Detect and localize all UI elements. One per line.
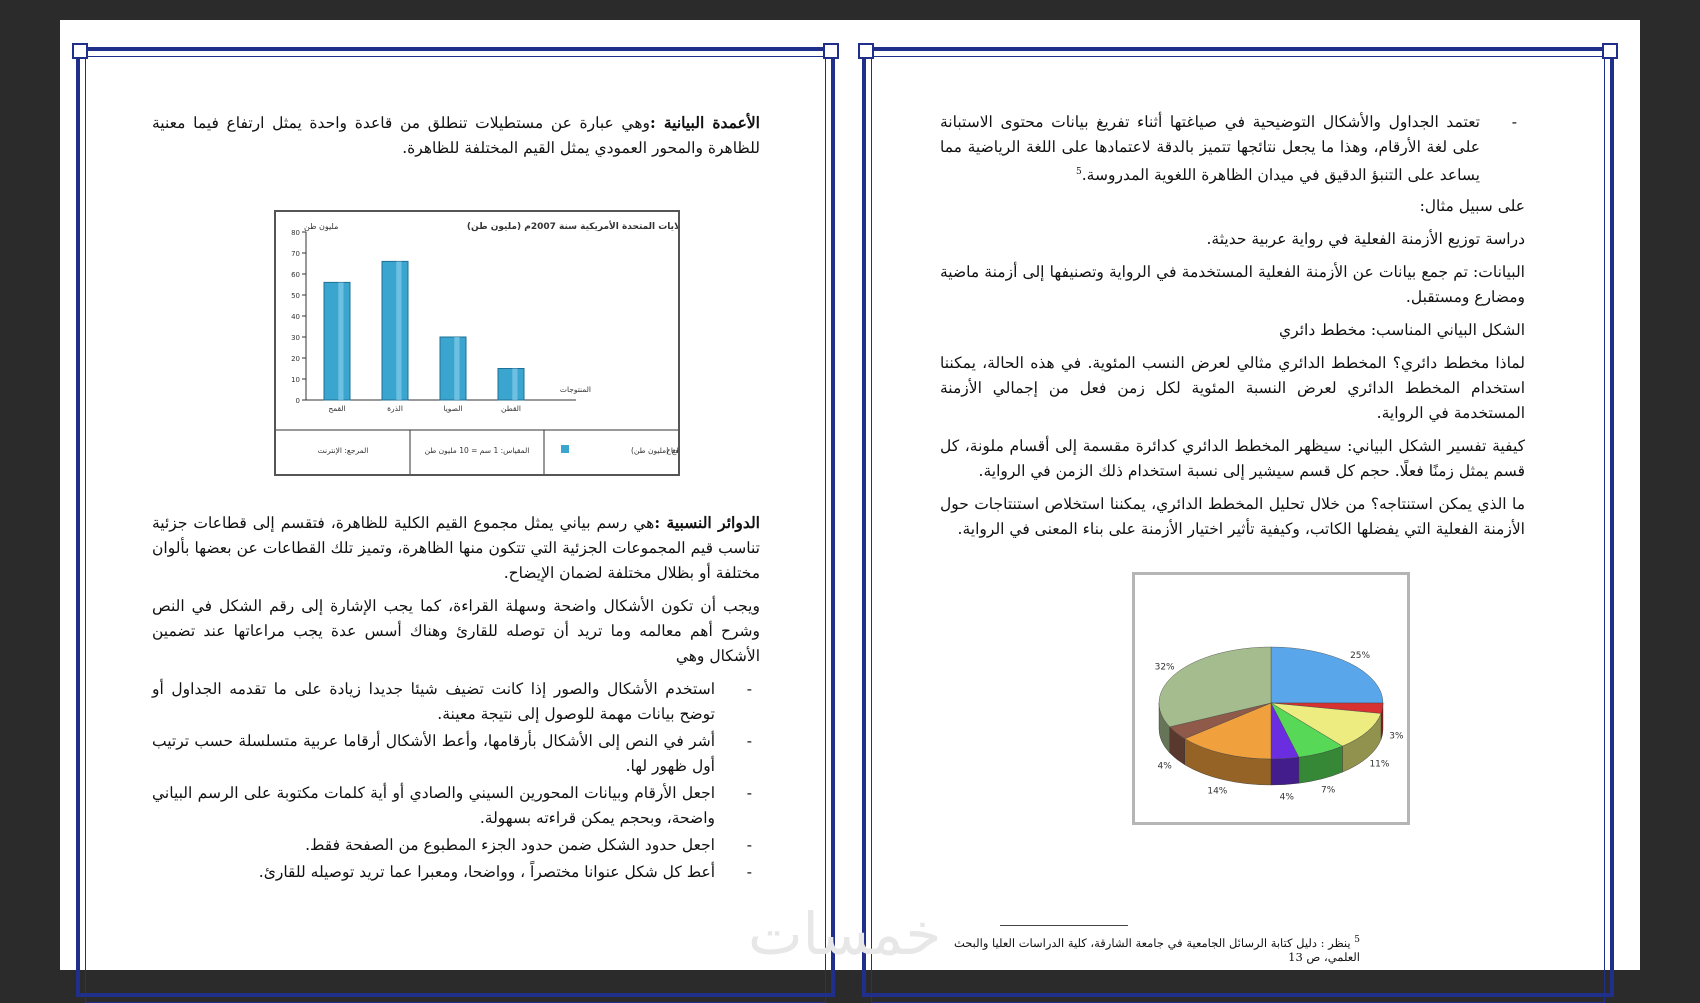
chart-type: الشكل البياني المناسب: مخطط دائري [1279,321,1525,340]
bar [382,261,408,400]
legend-key-label: فتاح [666,446,678,455]
y-axis-label: مليون طن [304,222,339,231]
pie-label: 3% [1389,731,1404,742]
list-item: - أعط كل شكل عنوانا مختصراً ، وواضحا، ومعبرا عما تريد توصيله للقارئ. [152,860,760,885]
rules-section [152,510,760,887]
bar-chart [276,212,678,474]
data-paragraph: البيانات: تم جمع بيانات عن الأزمنة الفعلية المستخدمة في الرواية وتصنيفها إلى أزمنة ماضية ومضارع ومستقبل. [940,263,1525,307]
pie-chart [1135,575,1407,822]
y-tick-label: 0 [295,397,300,405]
pie-label: 32% [1154,662,1175,673]
bar [440,337,466,400]
footnote-text: ينظر : دليل كتابة الرسائل الجامعية في جامعة الشارقة، كلية الدراسات العليا والبحث العلمي، ص 13 [953,935,1360,964]
bar [498,369,524,401]
x-tick-label: القطن [500,404,522,413]
border-corner [72,43,88,59]
x-tick-label: الصويا [443,404,463,413]
list-item: - اجعل حدود الشكل ضمن حدود الجزء المطبوع من الصفحة فقط. [152,833,760,858]
intro-bullet: تعتمد الجداول والأشكال التوضيحية في صياغتها أثناء تفريغ بيانات محتوى الاستبانة على لغة الأرقام، وهذا ما يجعل نتائجها تتميز بالدقة لاعتمادها على اللغة الرياضية مما يساعد على التنبؤ الدقيق في ميدان الظاهرة اللغوية المدروسة. [940,113,1480,185]
y-tick-label: 50 [291,292,300,300]
bars-text: وهي عبارة عن مستطيلات تنطلق من قاعدة واحدة يمثل ارتفاع فيما معنية للظاهرة والمحور العمودي يمثل القيم المختلفة للظاهرة. [152,114,760,157]
x-tick-label: القمح [328,404,346,413]
bar-highlight [512,369,517,401]
y-tick-label: 80 [291,229,300,237]
list-item: - استخدم الأشكال والصور إذا كانت تضيف شيئا جديدا زيادة على ما تقدمه الجداول أو توضح بيانات مهمة للوصول إلى نتيجة معينة. [152,677,760,727]
bars-title: الأعمدة البيانية : [650,113,760,132]
legend-swatch [561,445,569,453]
circles-title: الدوائر النسبية : [654,513,760,532]
right-page-text [940,110,1525,550]
bar-highlight [338,282,343,400]
rules-list [152,677,760,885]
y-tick-label: 70 [291,250,300,258]
watermark-logo: خمسات [748,900,942,968]
bar-group [324,282,350,400]
y-tick-label: 60 [291,271,300,279]
bar-group [498,369,524,401]
why-paragraph: لماذا مخطط دائري؟ المخطط الدائري مثالي لعرض النسب المئوية. في هذه الحالة، يمكننا استخدام المخطط الدائري لعرض النسبة المئوية لكل زمن فعل من إجمالي الأزمنة المستخدمة في الرواية. [940,354,1525,423]
rules-intro: ويجب أن تكون الأشكال واضحة وسهلة القراءة، كما يجب الإشارة إلى رقم الشكل في النص وشرح أهم معالمه وما تريد أن توصله للقارئ وهناك أسس عدة يجب مراعاتها عند تضمين الأشكال وهي [152,597,760,665]
bar-highlight [396,261,401,400]
bar-highlight [454,337,459,400]
circles-text: هي رسم بياني يمثل مجموع القيم الكلية للظاهرة، فتقسم إلى قطاعات جزئية تناسب قيم المجموعات الجزئية التي تتكون منها الظاهرة، وتميز تلك القطاعات عن بعضها بألوان مختلفة أو بظلال مختلفة لضمان الإيضاح. [152,514,760,582]
y-tick-label: 40 [291,313,300,321]
example-label: على سبيل مثال: [1419,197,1525,216]
chart-title: ايات المتحدة الأمريكية سنة 2007م (مليون طن) [466,222,678,232]
x-axis-label: المنتوجات [559,385,591,394]
bar-group [382,261,408,400]
study-title: دراسة توزيع الأزمنة الفعلية في رواية عربية حديثة. [1206,230,1525,249]
pie-slice-side [1271,757,1299,785]
border-corner [1602,43,1618,59]
pie-label: 11% [1369,759,1390,770]
bar [324,282,350,400]
footnote [940,935,1360,964]
pie-label: 7% [1321,785,1336,796]
legend-scale: المقياس: 1 سم = 10 مليون طن [424,446,530,455]
y-tick-label: 30 [291,334,300,342]
pie-label: 25% [1350,650,1371,661]
footnote-number: 5 [1354,935,1360,945]
legend-source: المرجع: الإنترنت [317,446,369,455]
border-corner [858,43,874,59]
y-tick-label: 20 [291,355,300,363]
bar-chart-figure [274,210,680,476]
footnote-ref[interactable]: 5 [1076,167,1082,177]
footnote-divider [1000,925,1128,926]
bars-paragraph [152,110,760,169]
bar-group [440,337,466,400]
pie-chart-figure [1132,572,1410,825]
conclude-paragraph: ما الذي يمكن استنتاجه؟ من خلال تحليل المخطط الدائري، يمكننا استخلاص استنتاجات حول الأزمنة الفعلية التي يفضلها الكاتب، وكيفية تأثير اختيار الأزمنة على بناء المعنى في الرواية. [940,495,1525,539]
x-tick-label: الذرة [387,404,403,413]
pie-label: 4% [1157,761,1172,772]
pie-label: 14% [1207,786,1228,797]
list-item [940,110,1525,188]
list-item: - اجعل الأرقام وبيانات المحورين السيني والصادي أو أية كلمات مكتوبة على الرسم البياني واضحة، وبحجم يمكن قراءته بسهولة. [152,781,760,831]
intro-list [940,110,1525,188]
how-paragraph: كيفية تفسير الشكل البياني: سيظهر المخطط الدائري كدائرة مقسمة إلى أقسام ملونة، كل قسم يمثل زمنًا فعلًا. حجم كل قسم سيشير إلى نسبة استخدام ذلك الزمن في الرواية. [940,437,1525,481]
border-corner [823,43,839,59]
pie-label: 4% [1279,792,1294,803]
legend-entry: اج (مليون طن) [631,446,678,455]
y-tick-label: 10 [291,376,300,384]
list-item: - أشر في النص إلى الأشكال بأرقامها، وأعط الأشكال أرقاما عربية متسلسلة حسب ترتيب أول ظهور لها. [152,729,760,779]
